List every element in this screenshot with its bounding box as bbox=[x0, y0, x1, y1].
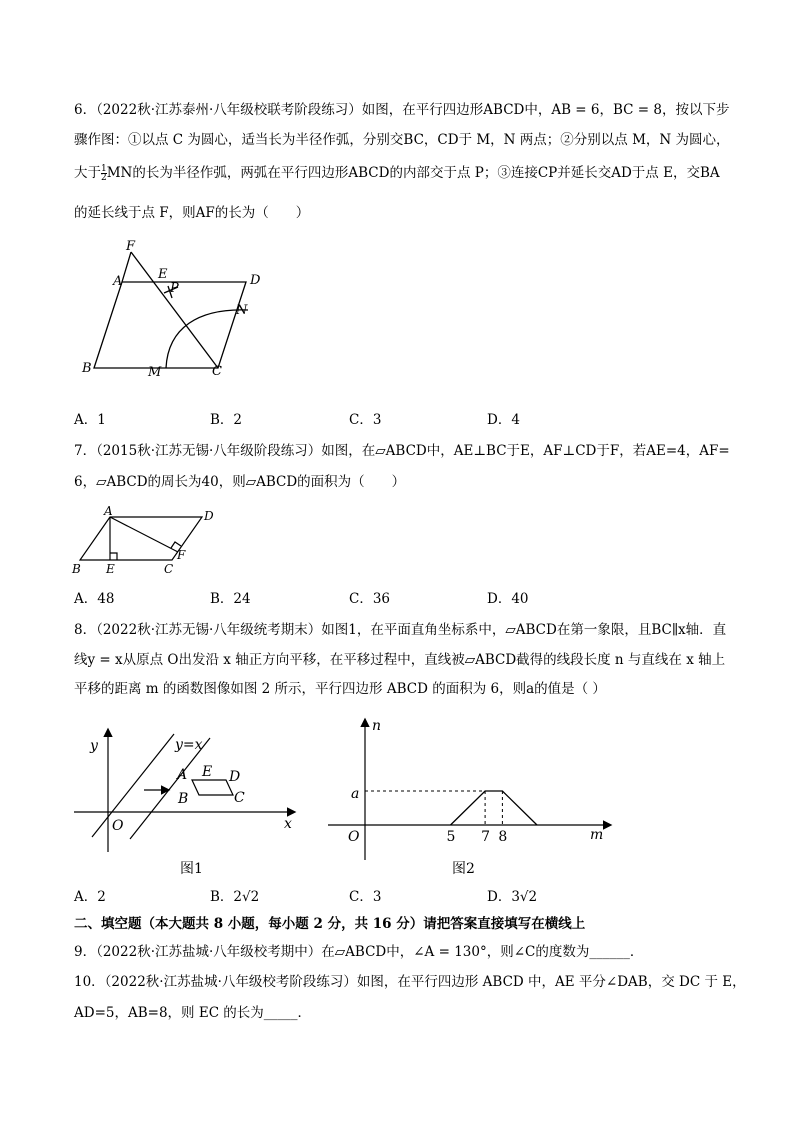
q8-fig1-line-y-eq-x bbox=[92, 734, 174, 837]
q6-option-b[interactable]: B．2 bbox=[210, 412, 243, 428]
q8-fig1-shifted-line bbox=[130, 738, 213, 839]
q8-fig1-x-label: x bbox=[284, 816, 292, 832]
q8-fig2-origin: O bbox=[348, 829, 360, 845]
q6-frac-num: 1 bbox=[101, 164, 107, 174]
q6-label-m: M bbox=[148, 365, 162, 380]
q6-label-a: A bbox=[113, 274, 123, 289]
q8-fig1-origin: O bbox=[112, 818, 124, 834]
q7-label-a: A bbox=[104, 505, 113, 518]
q6-line-2: 骤作图：①以点 C 为圆心，适当长为半径作弧，分别交BC，CD于 M，N 两点；②分别以点 M，N 为圆心， bbox=[74, 132, 730, 148]
q7-option-d[interactable]: D．40 bbox=[487, 591, 529, 607]
q6-line-1: 6．（2022秋·江苏泰州·八年级校联考阶段练习）如图，在平行四边形ABCD中，AB = 6，BC = 8，按以下步 bbox=[74, 102, 730, 118]
q8-option-c[interactable]: C．3 bbox=[349, 889, 382, 905]
q6-option-d[interactable]: D．4 bbox=[487, 412, 520, 428]
q8-line-1: 8．（2022秋·江苏无锡·八年级统考期末）如图1，在平面直角坐标系中，▱ABCD在第一象限，且BC∥x轴．直 bbox=[74, 622, 727, 638]
q10-line-2: AD=5，AB=8，则 EC 的长为_____． bbox=[74, 1005, 312, 1021]
q7-line-2: 6，▱ABCD的周长为40，则▱ABCD的面积为（ ） bbox=[74, 474, 406, 490]
q6-option-c[interactable]: C．3 bbox=[349, 412, 382, 428]
q8-fig1-label-d: D bbox=[229, 769, 241, 785]
q6-arc bbox=[166, 310, 248, 368]
q7-altitude-af bbox=[110, 517, 178, 552]
q9-line-1: 9．（2022秋·江苏盐城·八年级校考期中）在▱ABCD中，∠A = 130°，则∠C的度数为______． bbox=[74, 944, 644, 960]
q8-fig1-line-label: y=x bbox=[175, 737, 203, 753]
q6-label-c: C bbox=[212, 364, 222, 379]
q7-label-d: D bbox=[204, 509, 214, 523]
q8-option-a[interactable]: A．2 bbox=[74, 889, 106, 905]
q8-fig1-label-e: E bbox=[202, 764, 213, 780]
q7-label-f: F bbox=[177, 548, 186, 562]
q6-line-4: 的延长线于点 F，则AF的长为（ ） bbox=[74, 205, 310, 221]
q7-option-a[interactable]: A．48 bbox=[74, 591, 115, 607]
q7-line-1: 7．（2015秋·江苏无锡·八年级阶段练习）如图，在▱ABCD中，AE⊥BC于E，AF⊥CD于F，若AE=4，AF= bbox=[74, 443, 730, 459]
q6-option-a[interactable]: A．1 bbox=[74, 412, 106, 428]
q6-label-p: P bbox=[170, 281, 179, 296]
q6-label-n: N bbox=[236, 303, 248, 318]
q8-fig1-y-label: y bbox=[90, 738, 98, 754]
q8-fig2-m-label: m bbox=[590, 827, 604, 843]
q7-label-e: E bbox=[106, 562, 115, 576]
q8-figure-1 bbox=[74, 712, 304, 882]
q6-figure bbox=[80, 238, 280, 383]
q8-fig1-label-b: B bbox=[178, 791, 189, 807]
q10-line-1: 10．（2022秋·江苏盐城·八年级校考阶段练习）如图，在平行四边形 ABCD 中，AE 平分∠DAB，交 DC 于 E， bbox=[74, 974, 746, 990]
q8-fig2-a-label: a bbox=[351, 786, 360, 802]
q7-right-angle-e bbox=[110, 553, 117, 560]
q8-fig2-trapezoid-series bbox=[451, 791, 538, 825]
q6-line-fa-extension bbox=[122, 252, 131, 282]
q8-line-2: 线y = x从原点 O出发沿 x 轴正方向平移，在平移过程中，直线被▱ABCD截得的线段长度 n 与直线在 x 轴上 bbox=[74, 652, 726, 668]
q8-line-3: 平移的距离 m 的函数图像如图 2 所示，平行四边形 ABCD 的面积为 6，则a的值是（ ） bbox=[74, 681, 606, 697]
q8-option-d[interactable]: D．3√2 bbox=[487, 889, 538, 905]
q6-label-b: B bbox=[82, 361, 92, 376]
q6-label-f: F bbox=[126, 239, 136, 254]
q8-fig2-n-label: n bbox=[372, 718, 382, 734]
q8-fig1-label-c: C bbox=[234, 790, 245, 806]
q7-option-c[interactable]: C．36 bbox=[349, 591, 391, 607]
q7-figure bbox=[70, 505, 220, 580]
q6-line-fc bbox=[131, 252, 218, 368]
q8-fig1-label-a: A bbox=[177, 767, 188, 783]
q7-label-b: B bbox=[72, 562, 81, 576]
q8-fig2-tick-5: 5 bbox=[446, 829, 456, 845]
q8-fig2-caption: 图2 bbox=[452, 861, 475, 877]
q8-figure-2-chart bbox=[322, 712, 622, 882]
q8-fig1-parallelogram bbox=[192, 780, 233, 795]
q6-label-e: E bbox=[158, 267, 168, 282]
q6-label-d: D bbox=[250, 273, 261, 288]
section-2-heading: 二、填空题（本大题共 8 小题，每小题 2 分，共 16 分）请把答案直接填写在横线上 bbox=[74, 916, 586, 932]
q6-line-3-prefix: 大于 bbox=[74, 165, 101, 181]
q6-line-3-text: MN的长为半径作弧，两弧在平行四边形ABCD的内部交于点 P；③连接CP并延长交AD于点 E，交BA bbox=[106, 165, 720, 181]
q6-line-3 bbox=[74, 163, 720, 183]
q6-frac-den: 2 bbox=[101, 173, 107, 183]
q8-fig2-tick-8: 8 bbox=[498, 829, 508, 845]
q7-option-b[interactable]: B．24 bbox=[210, 591, 251, 607]
q8-fig2-tick-7: 7 bbox=[481, 829, 491, 845]
q8-fig1-caption: 图1 bbox=[180, 861, 203, 877]
q7-label-c: C bbox=[164, 562, 174, 576]
q8-option-b[interactable]: B．2√2 bbox=[210, 889, 260, 905]
